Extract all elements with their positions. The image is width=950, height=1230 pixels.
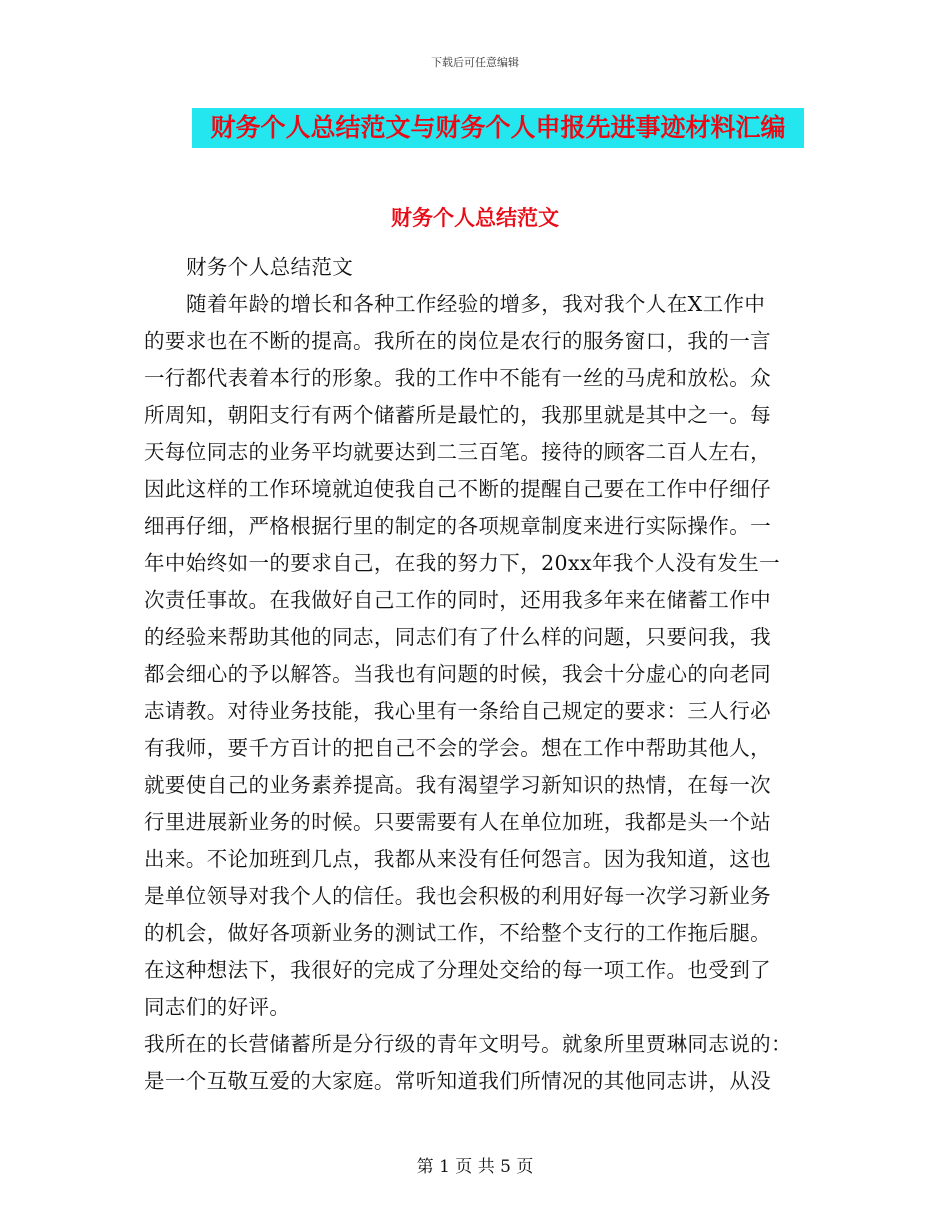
body-line: 细再仔细，严格根据行里的制定的各项规章制度来进行实际操作。一 xyxy=(144,514,771,538)
body-line: 就要使自己的业务素养提高。我有渴望学习新知识的热情，在每一次 xyxy=(144,773,771,797)
document-title-highlight xyxy=(192,108,804,148)
body-line: 出来。不论加班到几点，我都从来没有任何怨言。因为我知道，这也 xyxy=(144,847,771,871)
body-line: 的经验来帮助其他的同志，同志们有了什么样的问题，只要问我，我 xyxy=(144,625,771,649)
body-line: 天每位同志的业务平均就要达到二三百笔。接待的顾客二百人左右， xyxy=(144,440,771,464)
body-line: 次责任事故。在我做好自己工作的同时，还用我多年来在储蓄工作中 xyxy=(144,588,771,612)
body-line: 因此这样的工作环境就迫使我自己不断的提醒自己要在工作中仔细仔 xyxy=(144,477,771,501)
body-line: 有我师，要千方百计的把自己不会的学会。想在工作中帮助其他人， xyxy=(144,736,771,760)
header-note: 下载后可任意编辑 xyxy=(431,56,519,69)
document-title: 财务个人总结范文与财务个人申报先进事迹材料汇编 xyxy=(210,113,786,142)
body-line: 年中始终如一的要求自己，在我的努力下，20xx年我个人没有发生一 xyxy=(144,551,781,575)
body-line: 的要求也在不断的提高。我所在的岗位是农行的服务窗口，我的一言 xyxy=(144,329,771,353)
body-line: 随着年龄的增长和各种工作经验的增多，我对我个人在X工作中 xyxy=(186,292,766,316)
body-line: 都会细心的予以解答。当我也有问题的时候，我会十分虚心的向老同 xyxy=(144,662,771,686)
body-line: 所周知，朝阳支行有两个储蓄所是最忙的，我那里就是其中之一。每 xyxy=(144,403,771,427)
body-line: 财务个人总结范文 xyxy=(186,255,354,279)
page-footer: 第 1 页 共 5 页 xyxy=(416,1157,534,1177)
body-line: 志请教。对待业务技能，我心里有一条给自己规定的要求：三人行必 xyxy=(144,699,771,723)
body-line: 在这种想法下，我很好的完成了分理处交给的每一项工作。也受到了 xyxy=(144,958,771,982)
body-line: 行里进展新业务的时候。只要需要有人在单位加班，我都是头一个站 xyxy=(144,810,771,834)
body-line: 的机会，做好各项新业务的测试工作，不给整个支行的工作拖后腿。 xyxy=(144,921,771,945)
body-line: 我所在的长营储蓄所是分行级的青年文明号。就象所里贾琳同志说的： xyxy=(144,1032,792,1056)
body-line: 是一个互敬互爱的大家庭。常听知道我们所情况的其他同志讲，从没 xyxy=(144,1069,771,1093)
body-line: 同志们的好评。 xyxy=(144,995,291,1019)
body-line: 一行都代表着本行的形象。我的工作中不能有一丝的马虎和放松。众 xyxy=(144,366,771,390)
body-line: 是单位领导对我个人的信任。我也会积极的利用好每一次学习新业务 xyxy=(144,884,771,908)
section-title: 财务个人总结范文 xyxy=(391,206,559,230)
